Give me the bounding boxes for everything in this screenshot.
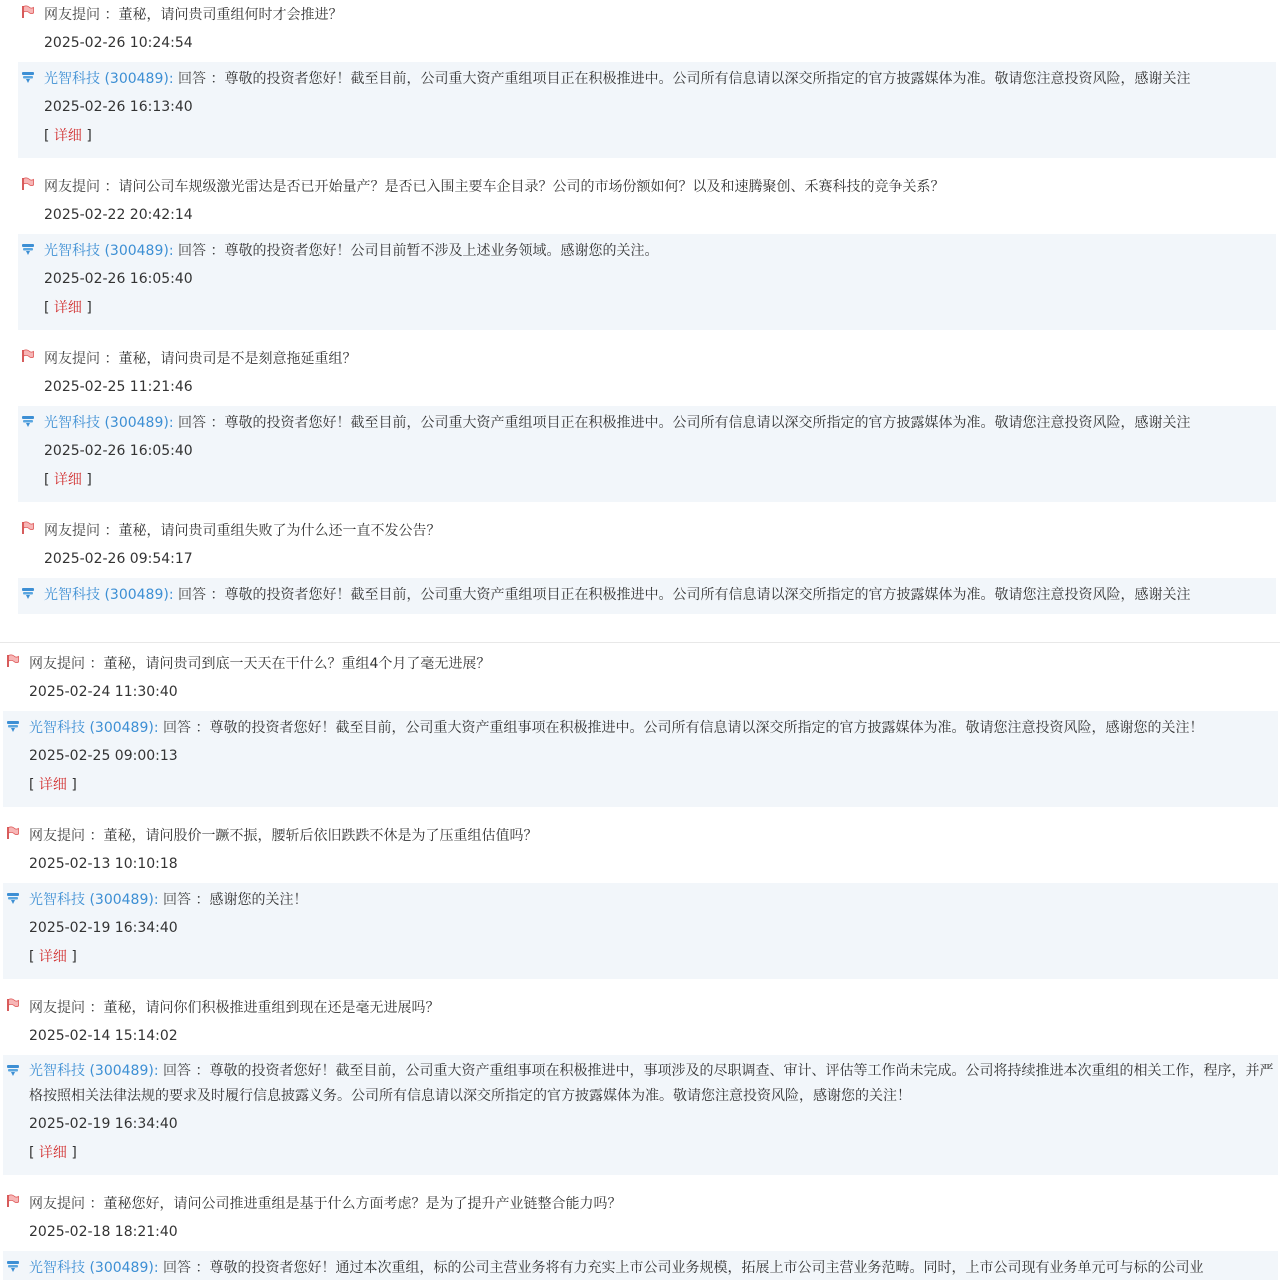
question-row: [3, 1189, 1278, 1251]
answer-row: [18, 62, 1276, 158]
qa-item: [3, 993, 1278, 1189]
question-time: 2025-02-18 18:21:40: [29, 1224, 178, 1240]
question-text: ：董秘，请问贵司重组何时才会推进？: [104, 7, 343, 23]
answer-row: [3, 1055, 1278, 1175]
question-row: [3, 821, 1278, 883]
question-time: 2025-02-13 10:10:18: [29, 856, 178, 872]
question-time: 2025-02-25 11:21:46: [44, 379, 193, 395]
red-flag-icon: [21, 177, 35, 191]
answer-label: 回答: [178, 71, 206, 87]
company-link[interactable]: 光智科技 (300489):: [44, 243, 174, 259]
answer-time: 2025-02-26 16:05:40: [44, 271, 193, 287]
answer-row: [3, 883, 1278, 979]
detail-link[interactable]: [ 详细 ]: [29, 949, 77, 965]
question-text: ：董秘您好，请问公司推进重组是基于什么方面考虑？是为了提升产业链整合能力吗？: [89, 1196, 622, 1212]
answer-time: 2025-02-25 09:00:13: [29, 748, 178, 764]
question-time: 2025-02-22 20:42:14: [44, 207, 193, 223]
asker-label: 网友提问: [29, 1000, 85, 1016]
company-link[interactable]: 光智科技 (300489):: [29, 1260, 159, 1276]
asker-label: 网友提问: [44, 351, 100, 367]
blue-reply-icon: [21, 586, 35, 600]
answer-label: 回答: [163, 1260, 191, 1276]
answer-text: ：感谢您的关注！: [195, 892, 308, 908]
blue-reply-icon: [6, 1259, 20, 1273]
detail-link[interactable]: [ 详细 ]: [44, 300, 92, 316]
detail-link[interactable]: [ 详细 ]: [44, 128, 92, 144]
answer-time: 2025-02-26 16:13:40: [44, 99, 193, 115]
answer-text: ：尊敬的投资者您好！公司目前暂不涉及上述业务领域。感谢您的关注。: [210, 243, 659, 259]
red-flag-icon: [6, 998, 20, 1012]
blue-reply-icon: [6, 719, 20, 733]
qa-item: [3, 821, 1278, 993]
blue-reply-icon: [21, 242, 35, 256]
answer-text: ：尊敬的投资者您好！截至目前，公司重大资产重组项目正在积极推进中。公司所有信息请以深交所指定的官方披露媒体为准。敬请您注意投资风险，感谢关注: [210, 415, 1191, 431]
red-flag-icon: [21, 349, 35, 363]
company-link[interactable]: 光智科技 (300489):: [29, 1063, 159, 1079]
red-flag-icon: [6, 826, 20, 840]
asker-label: 网友提问: [29, 828, 85, 844]
answer-text: ：尊敬的投资者您好！通过本次重组，标的公司主营业务将有力充实上市公司业务规模，拓展上市公司主营业务范畴。同时，上市公司现有业务单元可与标的公司业: [195, 1260, 1204, 1276]
question-row: [3, 649, 1278, 711]
blue-reply-icon: [6, 1063, 20, 1077]
question-time: 2025-02-24 11:30:40: [29, 684, 178, 700]
blue-reply-icon: [21, 70, 35, 84]
company-link[interactable]: 光智科技 (300489):: [29, 892, 159, 908]
answer-text: ：尊敬的投资者您好！截至目前，公司重大资产重组事项在积极推进中。公司所有信息请以深交所指定的官方披露媒体为准。敬请您注意投资风险，感谢您的关注！: [195, 720, 1204, 736]
qa-item: [18, 516, 1276, 614]
company-link[interactable]: 光智科技 (300489):: [44, 587, 174, 603]
question-time: 2025-02-14 15:14:02: [29, 1028, 178, 1044]
answer-time: 2025-02-19 16:34:40: [29, 1116, 178, 1132]
answer-row: [3, 711, 1278, 807]
asker-label: 网友提问: [44, 7, 100, 23]
asker-label: 网友提问: [44, 523, 100, 539]
detail-link[interactable]: [ 详细 ]: [29, 1145, 77, 1161]
qa-item: [18, 172, 1276, 344]
company-link[interactable]: 光智科技 (300489):: [44, 71, 174, 87]
company-link[interactable]: 光智科技 (300489):: [44, 415, 174, 431]
company-link[interactable]: 光智科技 (300489):: [29, 720, 159, 736]
qa-item: [3, 649, 1278, 821]
red-flag-icon: [21, 521, 35, 535]
question-row: [18, 172, 1276, 234]
question-row: [3, 993, 1278, 1055]
question-text: ：请问公司车规级激光雷达是否已开始量产？是否已入围主要车企目录？公司的市场份额如何？以及和速腾聚创、禾赛科技的竞争关系？: [104, 179, 945, 195]
question-row: [18, 344, 1276, 406]
question-row: [18, 516, 1276, 578]
answer-label: 回答: [178, 415, 206, 431]
red-flag-icon: [6, 654, 20, 668]
blue-reply-icon: [21, 414, 35, 428]
qa-list-bottom: [0, 642, 1280, 1280]
answer-label: 回答: [178, 243, 206, 259]
asker-label: 网友提问: [29, 656, 85, 672]
asker-label: 网友提问: [29, 1196, 85, 1212]
question-time: 2025-02-26 09:54:17: [44, 551, 193, 567]
question-text: ：董秘，请问股价一蹶不振，腰斩后依旧跌跌不休是为了压重组估值吗？: [89, 828, 538, 844]
red-flag-icon: [21, 5, 35, 19]
answer-label: 回答: [163, 1063, 191, 1079]
answer-row: [18, 578, 1276, 614]
answer-text: ：尊敬的投资者您好！截至目前，公司重大资产重组事项在积极推进中，事项涉及的尽职调查、审计、评估等工作尚未完成。公司将持续推进本次重组的相关工作，程序，并严格按照相关法律法规的要求及时履行信息披露义务。公司所有信息请以深交所指定的官方披露媒体为准。敬请您注意投资风险，感谢您的关注！: [29, 1063, 1274, 1104]
detail-link[interactable]: [ 详细 ]: [44, 472, 92, 488]
answer-text: ：尊敬的投资者您好！截至目前，公司重大资产重组项目正在积极推进中。公司所有信息请以深交所指定的官方披露媒体为准。敬请您注意投资风险，感谢关注: [210, 587, 1191, 603]
answer-label: 回答: [163, 892, 191, 908]
answer-time: 2025-02-19 16:34:40: [29, 920, 178, 936]
answer-row: [18, 406, 1276, 502]
detail-link[interactable]: [ 详细 ]: [29, 777, 77, 793]
qa-item: [3, 1189, 1278, 1280]
answer-text: ：尊敬的投资者您好！截至目前，公司重大资产重组项目正在积极推进中。公司所有信息请以深交所指定的官方披露媒体为准。敬请您注意投资风险，感谢关注: [210, 71, 1191, 87]
answer-label: 回答: [163, 720, 191, 736]
answer-row: [3, 1251, 1278, 1280]
answer-time: 2025-02-26 16:05:40: [44, 443, 193, 459]
asker-label: 网友提问: [44, 179, 100, 195]
qa-item: [18, 344, 1276, 516]
question-row: [18, 0, 1276, 62]
question-text: ：董秘，请问你们积极推进重组到现在还是毫无进展吗？: [89, 1000, 440, 1016]
red-flag-icon: [6, 1194, 20, 1208]
answer-row: [18, 234, 1276, 330]
blue-reply-icon: [6, 891, 20, 905]
question-text: ：董秘，请问贵司到底一天天在干什么？重组4个月了毫无进展？: [89, 656, 491, 672]
qa-item: [18, 0, 1276, 172]
answer-label: 回答: [178, 587, 206, 603]
question-text: ：董秘，请问贵司是不是刻意拖延重组？: [104, 351, 357, 367]
question-time: 2025-02-26 10:24:54: [44, 35, 193, 51]
question-text: ：董秘，请问贵司重组失败了为什么还一直不发公告？: [104, 523, 441, 539]
